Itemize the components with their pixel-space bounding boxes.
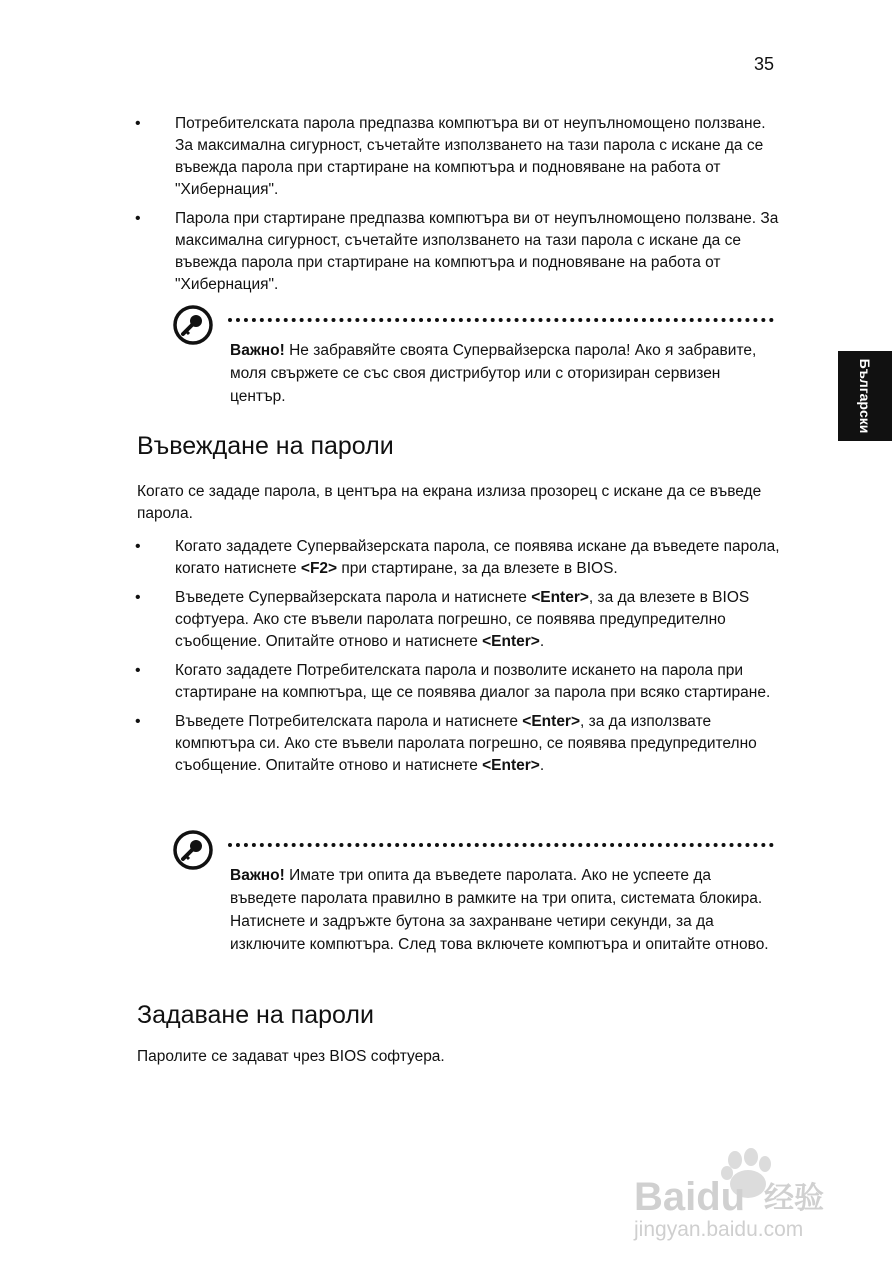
list-item [0,711,785,777]
important-note [230,339,770,408]
bullet-dot: • [135,713,141,730]
note-divider [228,843,774,847]
note-label: Важно! [230,867,285,884]
watermark-brand: Baidu [634,1175,746,1219]
list-item [0,113,785,201]
list-item [0,587,785,653]
watermark-suffix: 经验 [764,1181,824,1216]
list-item [0,536,785,580]
list-item-text: Въведете Супервайзерската парола и натиснете [175,589,532,606]
note-text: Имате три опита да въведете паролата. Ако не успеете да въведете паролата правилно в рамките на три опита, системата блокира. Натиснете и задръжте бутона за захранване четири секунди, за да изключите компютъра. След това включете компютъра и опитайте отново. [230,867,769,953]
note-label: Важно! [230,342,285,359]
bullet-dot: • [135,589,141,606]
list-item-text: , за да влезете в BIOS софтуера. Ако сте въвели паролата погрешно, се появява предупредително съобщение. Опитайте отново и натиснете [175,589,750,650]
section-intro: Когато се зададе парола, в центъра на екрана излиза прозорец с искане да се въведе парола. [137,483,762,522]
key-name: <Enter> [522,713,581,730]
important-note-icon [172,829,214,871]
bullet-list-entering-passwords [0,536,892,784]
bullet-dot: • [135,538,141,555]
note-divider [228,318,774,322]
list-item-text: при стартиране, за да влезете в BIOS. [337,560,618,577]
bullet-list-passwords [0,113,892,303]
key-name: <Enter> [531,589,589,606]
watermark-url: jingyan.baidu.com [634,1218,804,1241]
key-name: <F2> [300,560,338,577]
list-item [0,208,785,296]
section-heading: Задаване на пароли [137,1001,374,1029]
language-side-tab [838,351,892,441]
list-item-text: . [539,757,545,774]
note-text: Не забравяйте своята Супервайзерска парола! Ако я забравите, моля свържете се със своя дистрибутор или с оторизиран сервизен център. [230,342,757,405]
list-item [0,660,785,704]
section-text: Паролите се задават чрез BIOS софтуера. [137,1048,445,1065]
important-note [230,864,770,956]
baidu-watermark [632,1140,842,1245]
section-heading: Въвеждане на пароли [137,432,394,460]
language-side-tab-label: Български [857,358,873,434]
key-name: <Enter> [482,633,540,650]
bullet-dot: • [135,210,141,227]
list-item-text: Когато зададете Потребителската парола и позволите искането на парола при стартиране на компютъра, ще се появява диалог за парола при всяко стартиране. [175,662,771,701]
bullet-dot: • [135,662,141,679]
key-name: <Enter> [482,757,540,774]
list-item-text: Потребителската парола предпазва компютъра ви от неупълномощено ползване. За максимална сигурност, съчетайте използването на тази парола с искане да се въвежда парола при стартиране на компютъра и подновяване на работа от "Хибернация". [175,115,766,198]
list-item-text: , за да използвате компютъра си. Ако сте въвели паролата погрешно, се появява предупредително съобщение. Опитайте отново и натиснете [175,713,757,774]
list-item-text: Когато зададете Супервайзерската парола, се появява искане да въведете парола, когато натиснете [175,538,780,577]
important-note-icon [172,304,214,346]
page-number: 35 [754,54,775,74]
list-item-text: . [539,633,545,650]
list-item-text: Парола при стартиране предпазва компютъра ви от неупълномощено ползване. За максимална сигурност, съчетайте използването на тази парола с искане да се въвежда парола при стартиране на компютъра и подновяване на работа от "Хибернация". [175,210,779,293]
bullet-dot: • [135,115,141,132]
list-item-text: Въведете Потребителската парола и натиснете [175,713,523,730]
